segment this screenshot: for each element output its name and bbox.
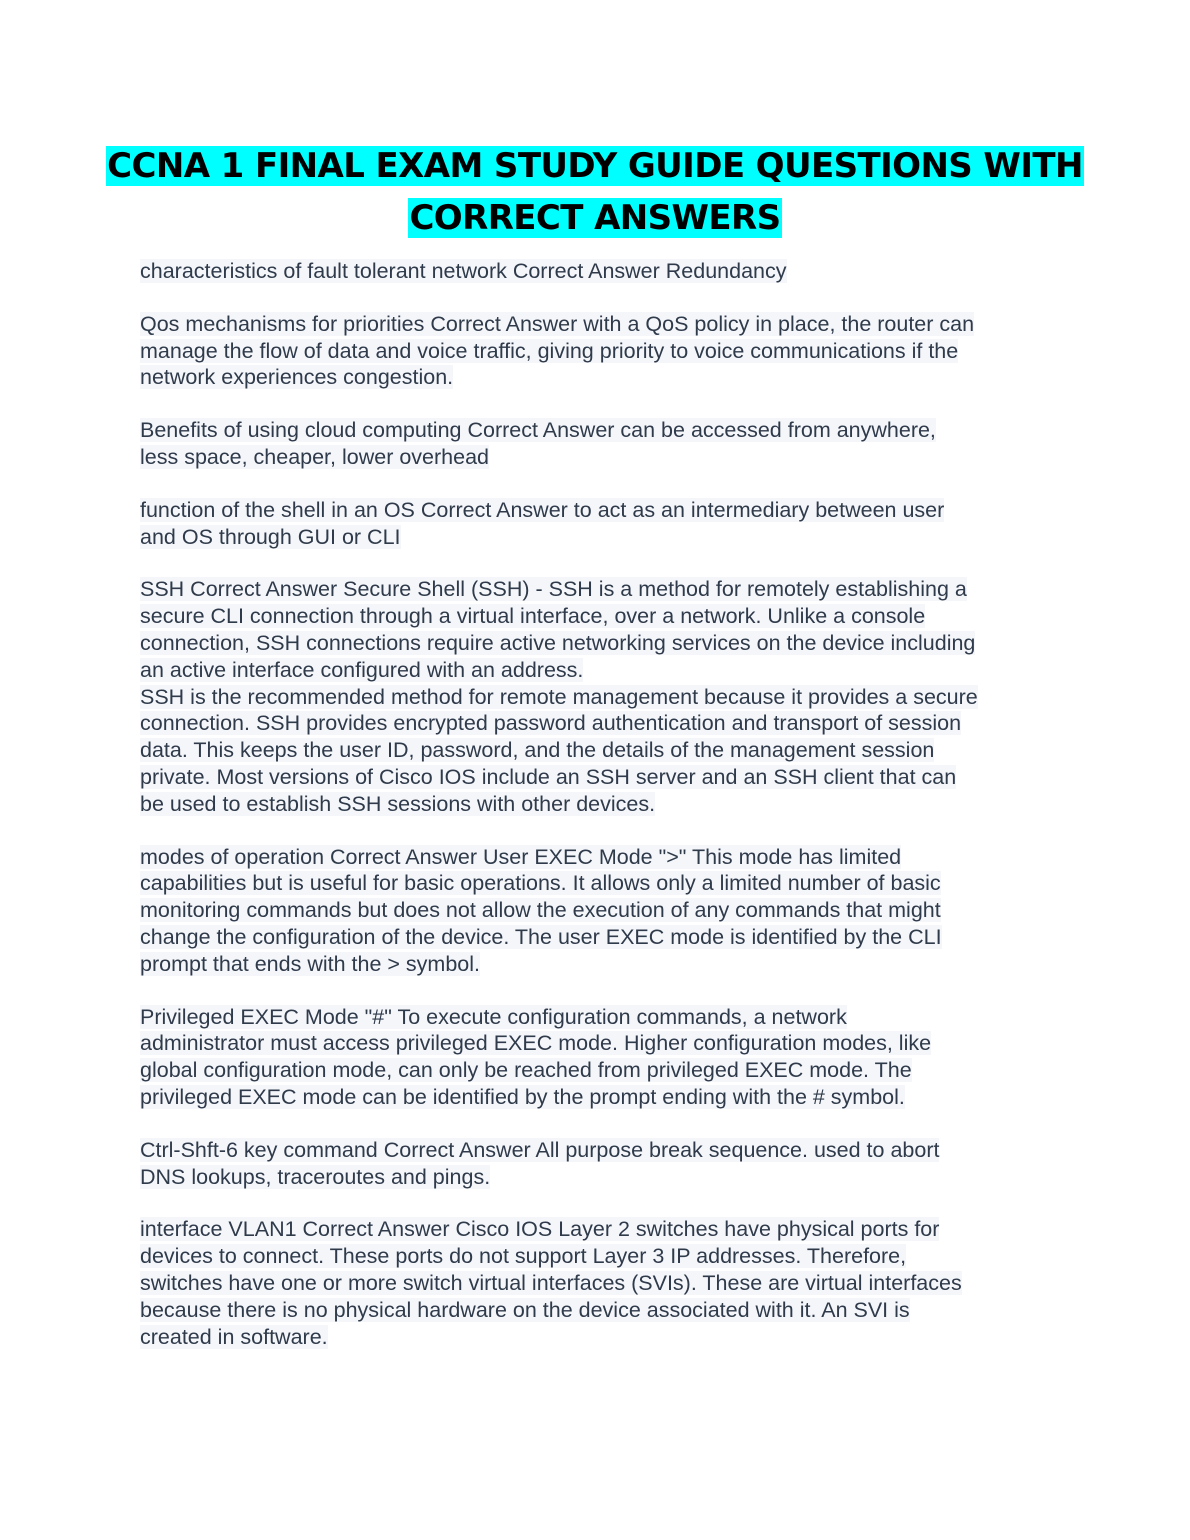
text-line xyxy=(140,924,1060,951)
text-line xyxy=(140,497,1060,524)
text-line-content: Benefits of using cloud computing Correct Answer can be accessed from anywhere, xyxy=(140,418,936,443)
text-line-content: connection, SSH connections require active networking services on the device including xyxy=(140,630,976,655)
text-line xyxy=(140,1004,1060,1031)
text-line xyxy=(140,258,1060,285)
text-line xyxy=(140,1297,1060,1324)
text-line-content: Qos mechanisms for priorities Correct Answer with a QoS policy in place, the router can xyxy=(140,311,975,336)
qa-item xyxy=(140,1137,1060,1191)
text-line-content: an active interface configured with an address. xyxy=(140,657,584,682)
text-line xyxy=(140,791,1060,818)
text-line-content: network experiences congestion. xyxy=(140,365,454,390)
qa-item xyxy=(140,1004,1060,1111)
document-title xyxy=(0,140,1190,244)
text-line xyxy=(140,764,1060,791)
text-line xyxy=(140,338,1060,365)
text-line xyxy=(140,1324,1060,1351)
text-line-content: Ctrl-Shft-6 key command Correct Answer All purpose break sequence. used to abort xyxy=(140,1137,940,1162)
qa-item xyxy=(140,258,1060,285)
text-line xyxy=(140,417,1060,444)
text-line-content: Privileged EXEC Mode "#" To execute configuration commands, a network xyxy=(140,1004,847,1029)
text-line-content: connection. SSH provides encrypted password authentication and transport of session xyxy=(140,711,962,736)
text-line-content: characteristics of fault tolerant network Correct Answer Redundancy xyxy=(140,259,787,283)
text-line-content: prompt that ends with the > symbol. xyxy=(140,951,480,976)
text-line-content: administrator must access privileged EXEC mode. Higher configuration modes, like xyxy=(140,1031,932,1056)
text-line-content: less space, cheaper, lower overhead xyxy=(140,444,489,469)
text-line xyxy=(140,444,1060,471)
text-line xyxy=(140,603,1060,630)
text-line xyxy=(140,1216,1060,1243)
text-line-content: secure CLI connection through a virtual interface, over a network. Unlike a console xyxy=(140,604,926,629)
title-line xyxy=(0,192,1190,244)
text-line-content: DNS lookups, traceroutes and pings. xyxy=(140,1164,491,1189)
text-line-content: be used to establish SSH sessions with other devices. xyxy=(140,791,656,816)
text-line-content: manage the flow of data and voice traffic, giving priority to voice communications if the xyxy=(140,338,959,363)
text-line-content: private. Most versions of Cisco IOS include an SSH server and an SSH client that can xyxy=(140,764,957,789)
text-line-content: interface VLAN1 Correct Answer Cisco IOS Layer 2 switches have physical ports for xyxy=(140,1217,940,1242)
qa-item xyxy=(140,576,1060,817)
text-line xyxy=(140,630,1060,657)
text-line xyxy=(140,364,1060,391)
title-line xyxy=(0,140,1190,192)
text-line xyxy=(140,844,1060,871)
text-line-content: created in software. xyxy=(140,1324,328,1349)
qa-item xyxy=(140,844,1060,978)
text-line xyxy=(140,951,1060,978)
text-line xyxy=(140,576,1060,603)
title-line-text: CCNA 1 FINAL EXAM STUDY GUIDE QUESTIONS WITH xyxy=(107,146,1083,186)
qa-item xyxy=(140,497,1060,551)
title-line-text: CORRECT ANSWERS xyxy=(409,198,781,238)
document-body xyxy=(140,258,1060,1376)
text-line xyxy=(140,1270,1060,1297)
text-line-content: because there is no physical hardware on the device associated with it. An SVI is xyxy=(140,1297,910,1322)
text-line xyxy=(140,1164,1060,1191)
text-line xyxy=(140,684,1060,711)
text-line-content: data. This keeps the user ID, password, and the details of the management session xyxy=(140,738,935,763)
text-line-content: capabilities but is useful for basic operations. It allows only a limited number of basic xyxy=(140,871,941,896)
qa-item xyxy=(140,417,1060,471)
text-line xyxy=(140,1243,1060,1270)
text-line-content: and OS through GUI or CLI xyxy=(140,524,401,549)
text-line xyxy=(140,1057,1060,1084)
text-line-content: switches have one or more switch virtual interfaces (SVIs). These are virtual interfaces xyxy=(140,1270,962,1295)
text-line xyxy=(140,897,1060,924)
text-line xyxy=(140,1137,1060,1164)
text-line-content: modes of operation Correct Answer User EXEC Mode ">" This mode has limited xyxy=(140,844,902,869)
text-line xyxy=(140,1030,1060,1057)
text-line-content: SSH Correct Answer Secure Shell (SSH) - SSH is a method for remotely establishing a xyxy=(140,577,967,602)
text-line xyxy=(140,524,1060,551)
text-line-content: global configuration mode, can only be reached from privileged EXEC mode. The xyxy=(140,1058,912,1083)
text-line-content: change the configuration of the device. The user EXEC mode is identified by the CLI xyxy=(140,924,942,949)
text-line xyxy=(140,657,1060,684)
text-line-content: function of the shell in an OS Correct Answer to act as an intermediary between user xyxy=(140,497,945,522)
text-line-content: privileged EXEC mode can be identified by the prompt ending with the # symbol. xyxy=(140,1084,905,1109)
text-line-content: SSH is the recommended method for remote management because it provides a secure xyxy=(140,684,978,709)
text-line xyxy=(140,710,1060,737)
text-line-content: devices to connect. These ports do not support Layer 3 IP addresses. Therefore, xyxy=(140,1244,907,1269)
qa-item xyxy=(140,311,1060,391)
text-line-content: monitoring commands but does not allow the execution of any commands that might xyxy=(140,898,941,923)
text-line xyxy=(140,311,1060,338)
text-line xyxy=(140,870,1060,897)
text-line xyxy=(140,737,1060,764)
text-line xyxy=(140,1084,1060,1111)
qa-item xyxy=(140,1216,1060,1350)
